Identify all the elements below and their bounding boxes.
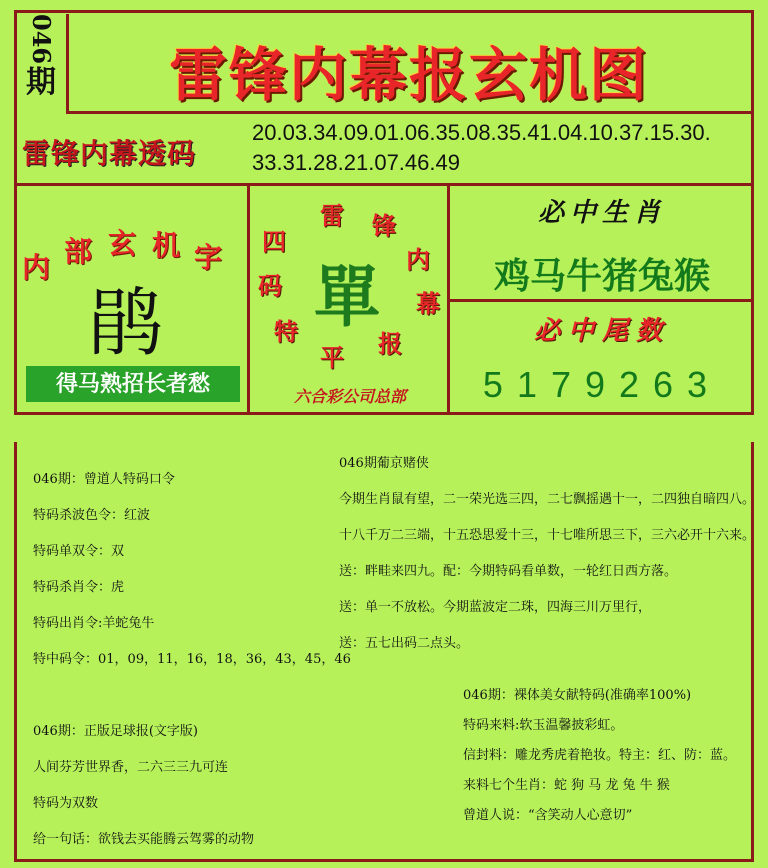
ring-char: 锋 [372,211,396,240]
zodiac-panel [450,186,754,302]
right-line: 送：五七出码二点头。 [339,636,470,651]
right-line: 十八千万二三端，十五恐思爱十三，十七唯所思三下，三六必开十六来。 [339,528,756,543]
left-line: 人间芬芳世界香，二六三三九可连 [33,760,229,775]
tail-panel [450,302,754,415]
ring-char: 四 [262,227,286,256]
left-line: 特码单双令：双 [33,544,125,559]
page-title: 雷锋内幕报玄机图 [168,41,649,109]
badge-char: 字 [194,241,223,274]
right-section-title: 046期葡京赌侠 [339,456,429,471]
right-line: 送：单一不放松。今期蓝波定二珠，四海三川万里行， [339,600,652,615]
company-label: 六合彩公司总部 [293,387,406,406]
right-section-title: 046期：裸体美女献特码(准确率100%) [463,688,692,703]
left-line: 046期：曾道人特码口令 [33,472,175,487]
ring-char: 内 [406,245,430,274]
left-line: 特码杀波色令：红波 [33,508,151,523]
right-line: 送：畔畦来四九。配：今期特码看单数，一轮红日西方落。 [339,564,678,579]
codes-label: 雷锋内幕透码 [22,137,197,170]
ring-char: 平 [320,343,344,372]
issue-label [18,14,64,114]
ring-char: 幕 [416,289,440,318]
issue-suffix: 期 [26,65,56,101]
right-line: 来料七个生肖：蛇 狗 马 龙 兔 牛 猴 [463,778,670,793]
zodiac-list: 鸡马牛猪兔猴 [493,255,710,297]
title-box [66,14,752,114]
mystery-tagline: 得马熟招长者愁 [26,366,240,402]
codes-numbers [252,118,747,178]
ring-char: 特 [274,317,298,346]
right-line: 今期生肖鼠有望，二一荣光选三四，二七飘摇遇十一，二四独自暗四八。 [339,492,756,507]
right-line: 曾道人说：“含笑动人心意切” [463,808,633,823]
badge-char: 内 [22,251,51,284]
right-line: 信封料：雕龙秀虎着艳妆。特主：红、防：蓝。 [463,748,737,763]
zodiac-title: 必中生肖 [537,198,666,228]
single-char: 單 [314,258,380,336]
single-double-panel [250,186,450,415]
tail-title: 必中尾数 [533,316,670,346]
left-section-title: 046期：正版足球报(文字版) [33,724,198,739]
ring-char: 报 [378,329,402,358]
issue-number: 046 [27,14,56,65]
left-line: 特码出肖令:羊蛇兔牛 [33,616,155,631]
left-line: 特码为双数 [33,796,99,811]
ring-char: 码 [258,271,282,300]
badge-char: 部 [64,235,93,268]
codes-line-2: 33.31.28.21.07.46.49 [252,150,460,175]
bottom-panel [14,442,754,862]
codes-line-1: 20.03.34.09.01.06.35.08.35.41.04.10.37.15.30. [252,120,711,145]
mystery-char-panel [14,186,250,415]
badge-char: 玄 [108,227,137,260]
badge-char: 机 [152,229,181,262]
mystery-char: 鹃 [89,280,163,366]
right-line: 特码来料:软玉温馨披彩虹。 [463,718,624,733]
ring-char: 雷 [320,201,344,230]
left-line: 特码杀肖令：虎 [33,580,125,595]
codes-row [14,114,754,186]
left-line: 给一句话：欲钱去买能腾云驾雾的动物 [33,832,255,847]
left-line: 特中码令：01，09，11，16，18，36，43，45，46 [33,652,351,667]
tail-digits: 5179263 [482,364,722,405]
